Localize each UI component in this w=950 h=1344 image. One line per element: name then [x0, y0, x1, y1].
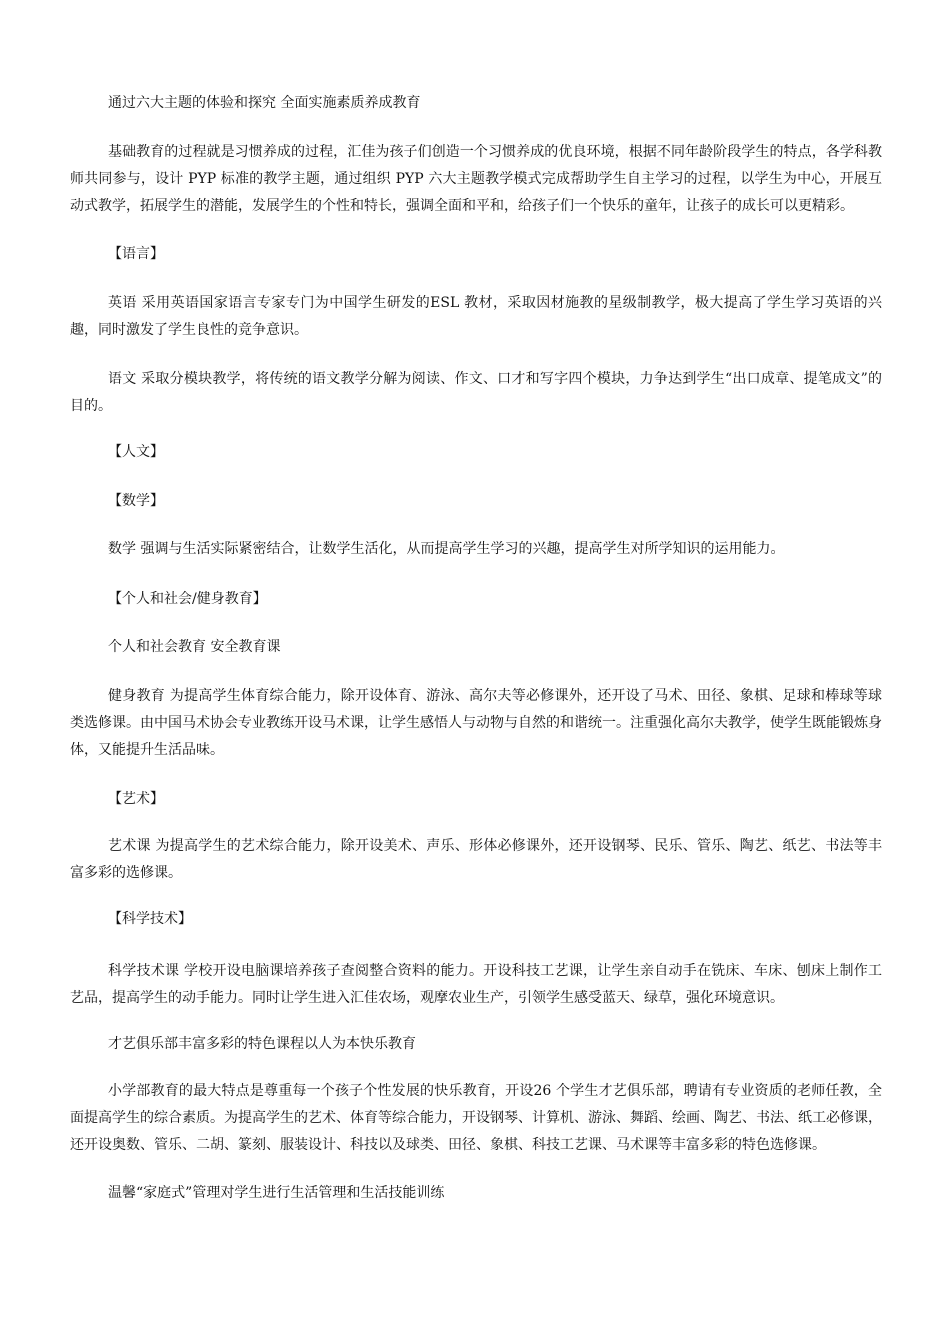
section-heading-social-fitness: 【个人和社会/健身教育】: [108, 591, 267, 607]
club-heading-line: 才艺俱乐部丰富多彩的特色课程以人为本快乐教育: [108, 1036, 416, 1052]
section-heading-art: 【艺术】: [108, 791, 164, 807]
section-heading-science: 【科学技术】: [108, 911, 192, 927]
chinese-paragraph: 语文 采取分模块教学，将传统的语文教学分解为阅读、作文、口才和写字四个模块，力争达到学生“出口成章、提笔成文”的目的。: [70, 371, 882, 414]
science-paragraph: 科学技术课 学校开设电脑课培养孩子查阅整合资料的能力。开设科技工艺课，让学生亲自动手在铣床、车床、刨床上制作工艺品，提高学生的动手能力。同时让学生进入汇佳农场，观摩农业生产，引领学生感受蓝天、绿草，强化环境意识。: [70, 963, 882, 1006]
club-paragraph: 小学部教育的最大特点是尊重每一个孩子个性发展的快乐教育，开设26 个学生才艺俱乐部，聘请有专业资质的老师任教，全面提高学生的综合素质。为提高学生的艺术、体育等综合能力，开设钢琴、计算机、游泳、舞蹈、绘画、陶艺、书法、纸工必修课，还开设奥数、管乐、二胡、篆刻、服装设计、科技以及球类、田径、象棋、科技工艺课、马术课等丰富多彩的特色选修课。: [70, 1083, 882, 1153]
section-heading-language: 【语言】: [108, 246, 164, 262]
math-paragraph: 数学 强调与生活实际紧密结合，让数学生活化，从而提高学生学习的兴趣，提高学生对所学知识的运用能力。: [108, 541, 785, 557]
section-heading-humanities: 【人文】: [108, 444, 164, 460]
art-paragraph: 艺术课 为提高学生的艺术综合能力，除开设美术、声乐、形体必修课外，还开设钢琴、民乐、管乐、陶艺、纸艺、书法等丰富多彩的选修课。: [70, 838, 882, 881]
home-management-line: 温馨“家庭式”管理对学生进行生活管理和生活技能训练: [108, 1185, 445, 1201]
section-heading-math: 【数学】: [108, 493, 164, 509]
english-paragraph: 英语 采用英语国家语言专家专门为中国学生研发的ESL 教材，采取因材施教的星级制教学，极大提高了学生学习英语的兴趣，同时激发了学生良性的竞争意识。: [70, 295, 882, 338]
document-title-line: 通过六大主题的体验和探究 全面实施素质养成教育: [108, 95, 421, 111]
social-education-line: 个人和社会教育 安全教育课: [108, 639, 281, 655]
fitness-paragraph: 健身教育 为提高学生体育综合能力，除开设体育、游泳、高尔夫等必修课外，还开设了马术、田径、象棋、足球和棒球等球类选修课。由中国马术协会专业教练开设马术课，让学生感悟人与动物与自然的和谐统一。注重强化高尔夫教学，使学生既能锻炼身体，又能提升生活品味。: [70, 688, 882, 758]
intro-paragraph: 基础教育的过程就是习惯养成的过程，汇佳为孩子们创造一个习惯养成的优良环境，根据不同年龄阶段学生的特点，各学科教师共同参与，设计 PYP 标准的教学主题，通过组织 PYP 六大主题教学模式完成帮助学生自主学习的过程，以学生为中心，开展互动式教学，拓展学生的潜能，发展学生的个性和特长，强调全面和平和，给孩子们一个快乐的童年，让孩子的成长可以更精彩。: [70, 144, 882, 214]
